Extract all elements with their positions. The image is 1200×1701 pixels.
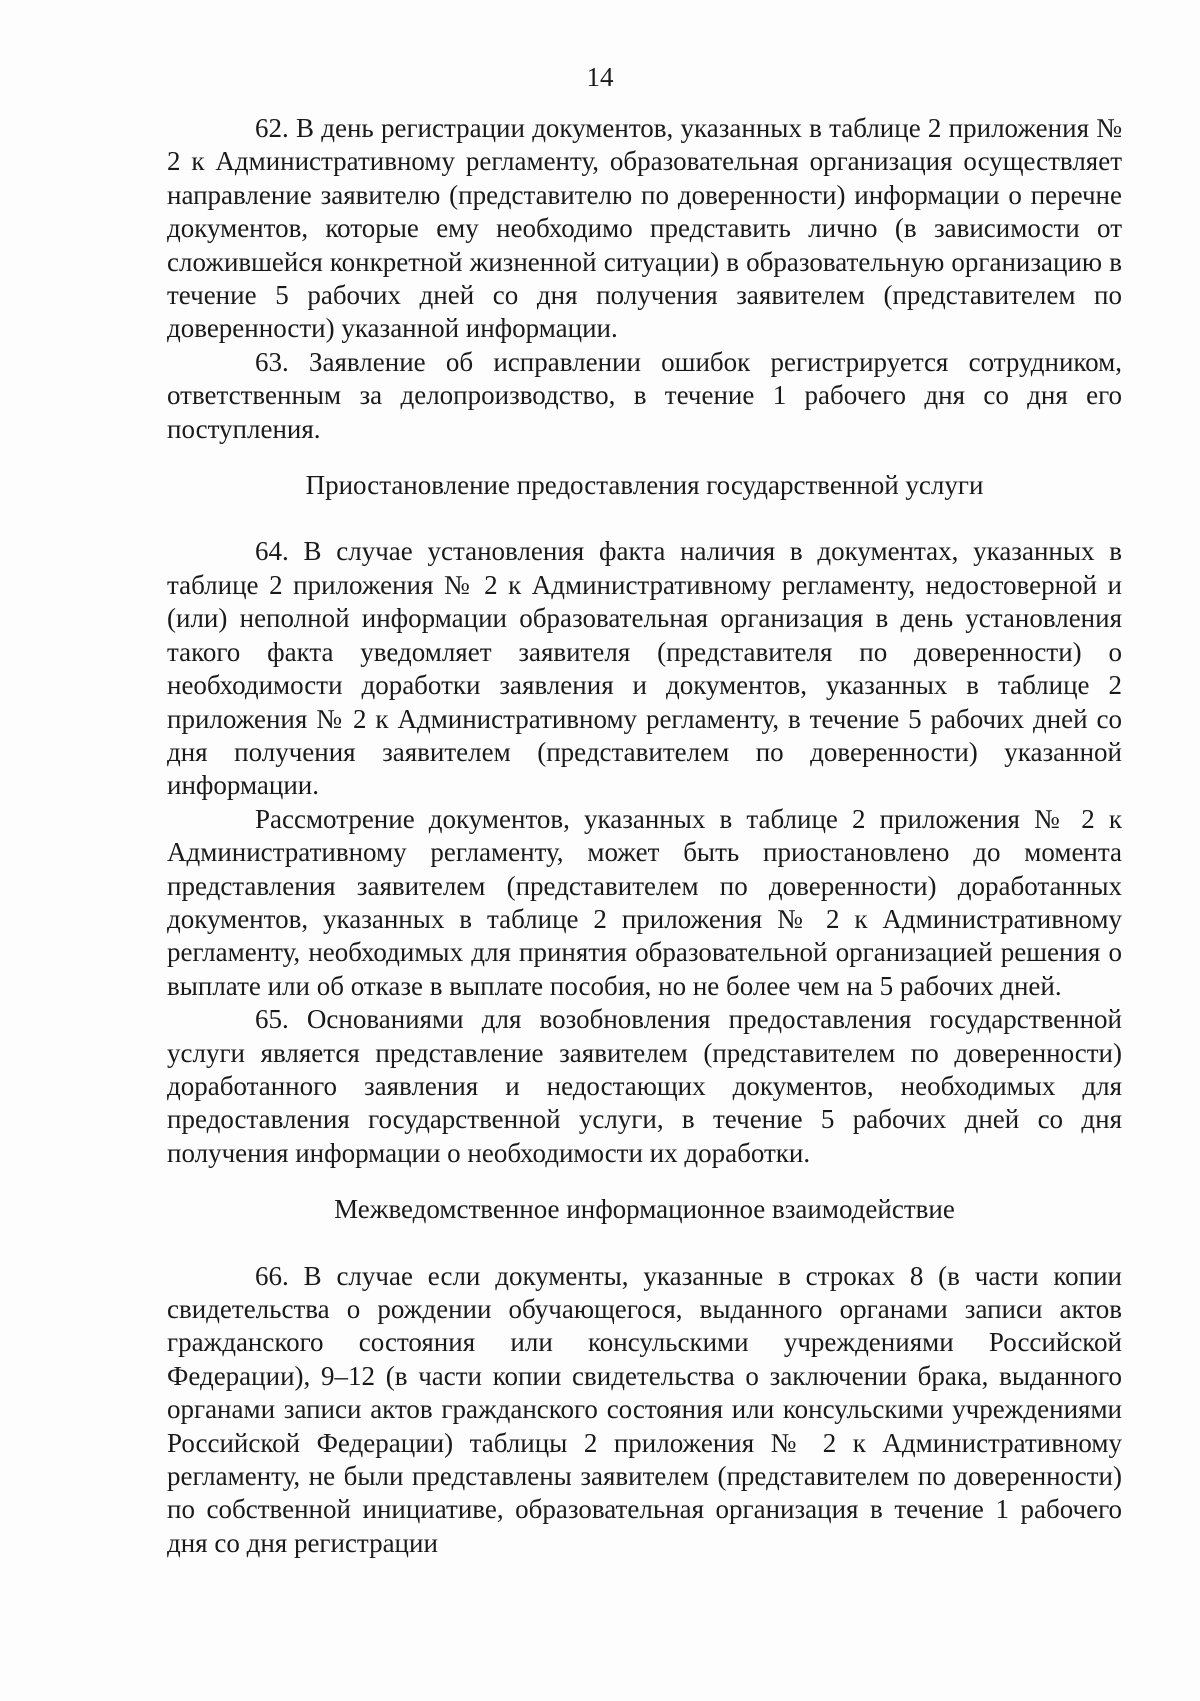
paragraph-64-continued: Рассмотрение документов, указанных в таблице 2 приложения № 2 к Административному регламенту, может быть приостановлено до момента представления заявителем (представителем по доверенности) доработанных документов, указанных в таблице 2 приложения № 2 к Административному регламенту, необходимых для принятия образовательной организацией решения о выплате или об отказе в выплате пособия, но не более чем на 5 рабочих дней. bbox=[167, 803, 1122, 1001]
page-number: 14 bbox=[586, 62, 614, 92]
section-heading-interagency: Межведомственное информационное взаимодействие bbox=[334, 1194, 955, 1225]
section-heading-suspension: Приостановление предоставления государственной услуги bbox=[305, 470, 984, 501]
paragraph-64: 64. В случае установления факта наличия в документах, указанных в таблице 2 приложения № 2 к Административному регламенту, недостоверной и (или) неполной информации образовательная организация в день установления такого факта уведомляет заявителя (представителя по доверенности) о необходимости доработки заявления и документов, указанных в таблице 2 приложения № 2 к Административному регламенту, в течение 5 рабочих дней со дня получения заявителем (представителем по доверенности) указанной информации. bbox=[167, 536, 1122, 801]
paragraph-63: 63. Заявление об исправлении ошибок регистрируется сотрудником, ответственным за делопроизводство, в течение 1 рабочего дня со дня его поступления. bbox=[167, 346, 1122, 444]
paragraph-65: 65. Основаниями для возобновления предоставления государственной услуги является представление заявителем (представителем по доверенности) доработанного заявления и недостающих документов, необходимых для предоставления государственной услуги, в течение 5 рабочих дней со дня получения информации о необходимости их доработки. bbox=[167, 1004, 1122, 1168]
paragraph-66: 66. В случае если документы, указанные в строках 8 (в части копии свидетельства о рождении обучающегося, выданного органами записи актов гражданского состояния или консульскими учреждениями Российской Федерации), 9–12 (в части копии свидетельства о заключении брака, выданного органами записи актов гражданского состояния или консульскими учреждениями Российской Федерации) таблицы 2 приложения № 2 к Административному регламенту, не были представлены заявителем (представителем по доверенности) по собственной инициативе, образовательная организация в течение 1 рабочего дня со дня регистрации bbox=[167, 1260, 1122, 1558]
paragraph-62: 62. В день регистрации документов, указанных в таблице 2 приложения № 2 к Административному регламенту, образовательная организация осуществляет направление заявителю (представителю по доверенности) информации о перечне документов, которые ему необходимо представить лично (в зависимости от сложившейся конкретной жизненной ситуации) в образовательную организацию в течение 5 рабочих дней со дня получения заявителем (представителем по доверенности) указанной информации. bbox=[167, 113, 1122, 344]
document-body bbox=[167, 112, 1122, 1560]
